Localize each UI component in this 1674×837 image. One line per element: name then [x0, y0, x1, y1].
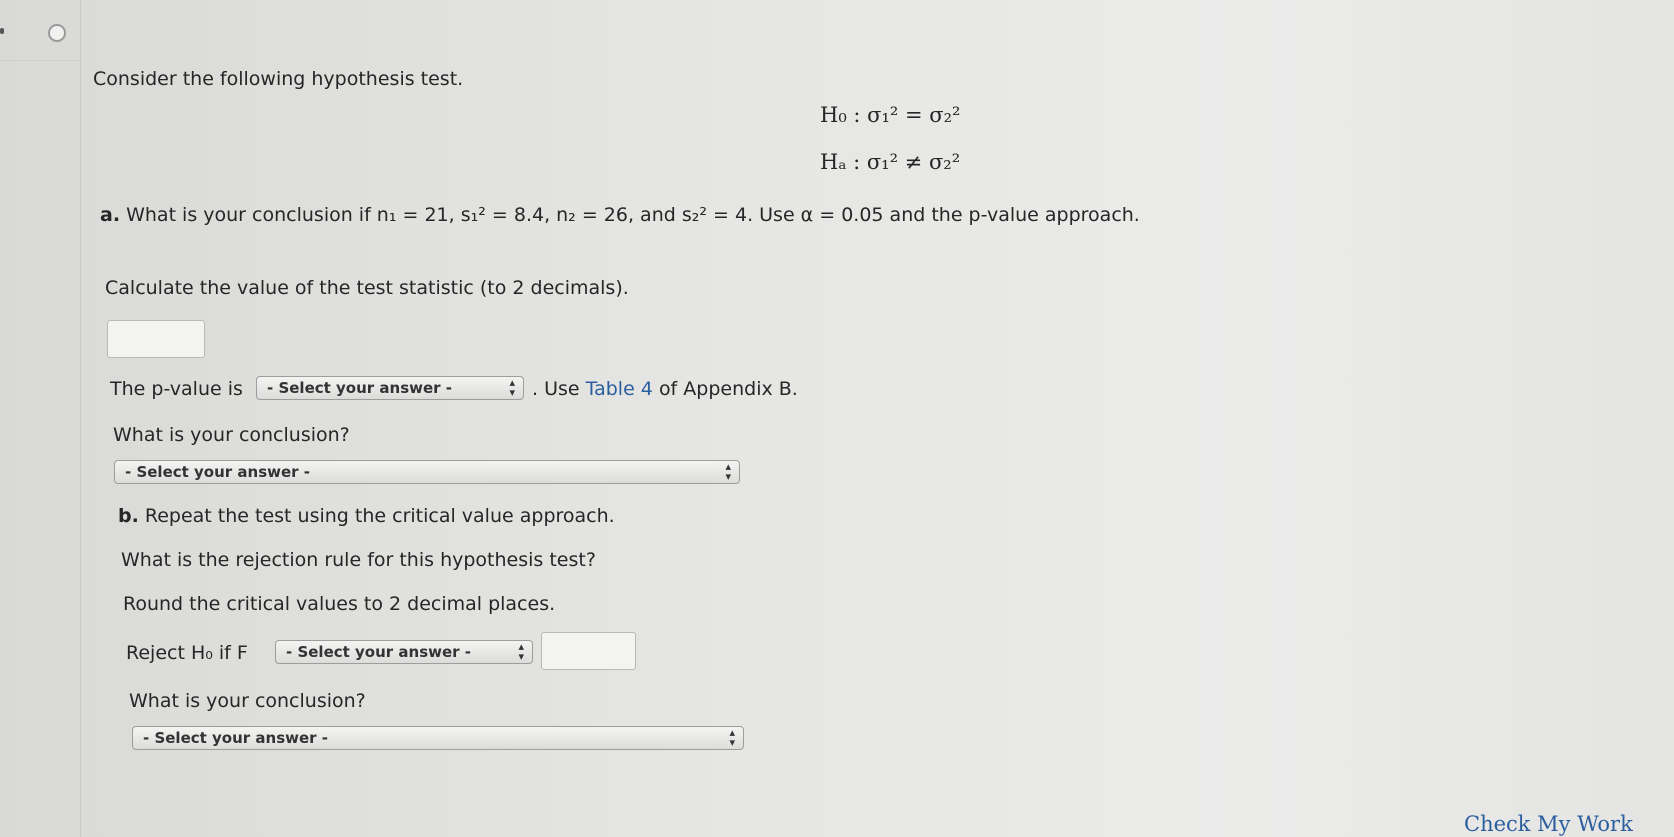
- conclusion-b-prompt: What is your conclusion?: [129, 690, 366, 712]
- rejection-rule-select-label: - Select your answer -: [286, 643, 472, 661]
- intro-text: Consider the following hypothesis test.: [93, 68, 464, 90]
- rejection-rule-select[interactable]: [275, 640, 533, 664]
- alternative-hypothesis: Hₐ : σ₁² ≠ σ₂²: [820, 150, 961, 174]
- select-arrows-icon: ▴ ▾: [729, 726, 735, 749]
- check-my-work-link[interactable]: Check My Work: [1464, 812, 1633, 836]
- nav-divider: [0, 60, 80, 61]
- critical-value-input[interactable]: [541, 632, 636, 670]
- part-a-question: a. What is your conclusion if n₁ = 21, s₁² = 8.4, n₂ = 26, and s₂² = 4. Use α = 0.05 and the p-value approach.: [100, 204, 1140, 226]
- calc-prompt: Calculate the value of the test statistic (to 2 decimals).: [105, 277, 629, 299]
- pvalue-select-label: - Select your answer -: [267, 379, 453, 397]
- conclusion-b-select[interactable]: [132, 726, 744, 750]
- question-status-radio[interactable]: [48, 24, 66, 42]
- table-4-link[interactable]: Table 4: [585, 378, 653, 400]
- round-prompt: Round the critical values to 2 decimal places.: [123, 593, 556, 615]
- part-b-question: b. Repeat the test using the critical value approach.: [118, 505, 615, 527]
- pvalue-select[interactable]: [256, 376, 524, 400]
- rejection-rule-prompt: What is the rejection rule for this hypothesis test?: [121, 549, 596, 571]
- nav-marker: [0, 28, 4, 34]
- test-statistic-input[interactable]: [107, 320, 205, 358]
- conclusion-a-prompt: What is your conclusion?: [113, 424, 350, 446]
- null-hypothesis: H₀ : σ₁² = σ₂²: [820, 103, 961, 127]
- pvalue-suffix: . Use Table 4 of Appendix B.: [532, 378, 798, 400]
- conclusion-b-select-label: - Select your answer -: [143, 729, 329, 747]
- select-arrows-icon: ▴ ▾: [509, 376, 515, 399]
- conclusion-a-select[interactable]: [114, 460, 740, 484]
- select-arrows-icon: ▴ ▾: [725, 460, 731, 483]
- select-arrows-icon: ▴ ▾: [518, 640, 524, 663]
- question-nav-panel: [0, 0, 81, 837]
- reject-prefix: Reject H₀ if F: [126, 642, 248, 664]
- conclusion-a-select-label: - Select your answer -: [125, 463, 311, 481]
- pvalue-prefix: The p-value is: [110, 378, 243, 400]
